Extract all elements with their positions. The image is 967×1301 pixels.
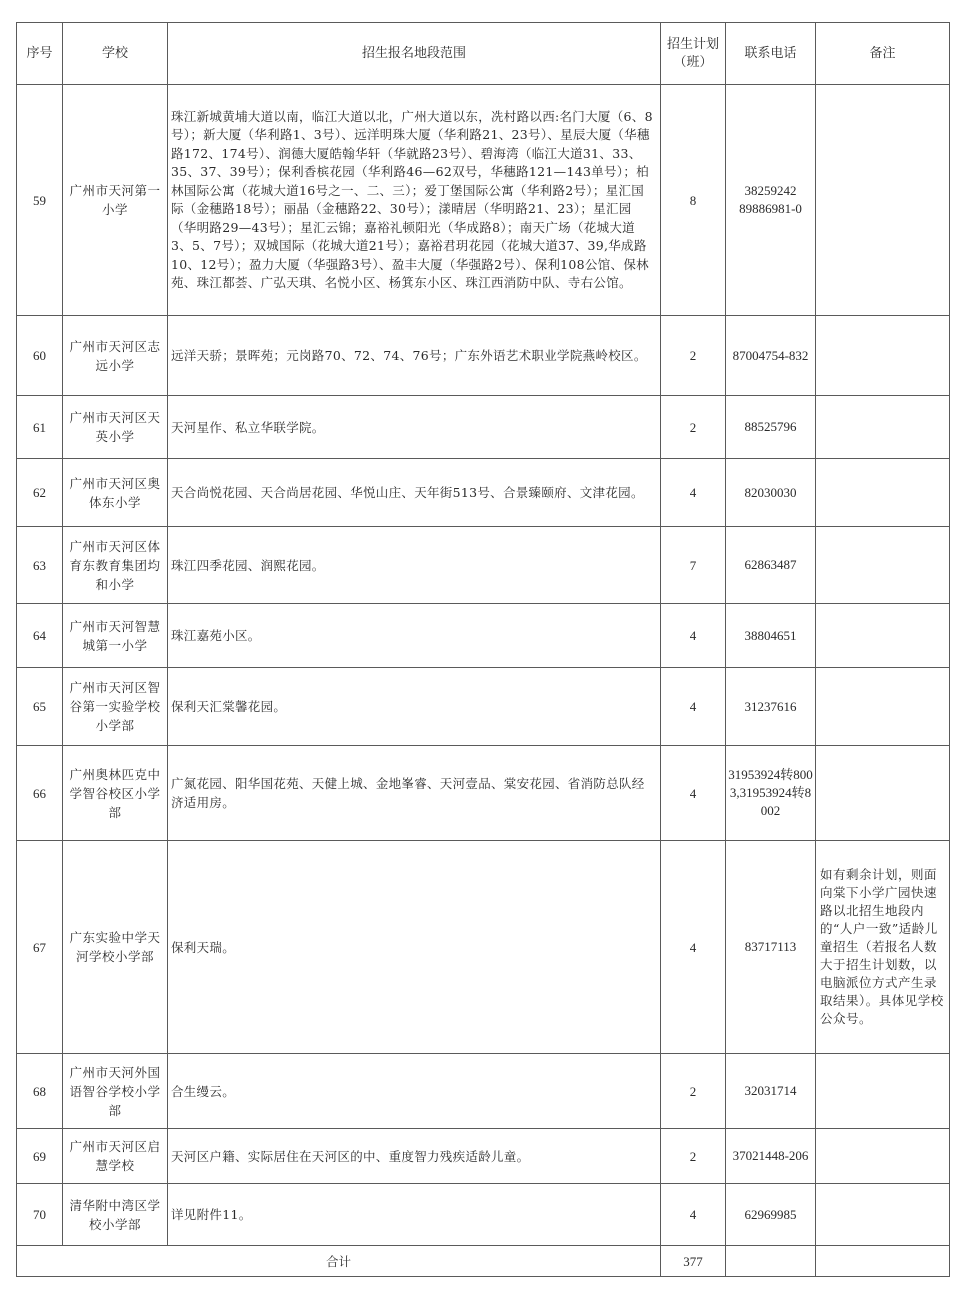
- table-row: [17, 316, 950, 396]
- enrollment-plan: 4: [661, 668, 726, 746]
- total-row: [17, 1246, 950, 1277]
- row-number: 68: [17, 1054, 63, 1129]
- contact-phone: 62863487: [726, 527, 816, 604]
- school-name: 广州市天河智慧城第一小学: [63, 604, 168, 668]
- contact-phone: 87004754-832: [726, 316, 816, 396]
- header-no: 序号: [17, 23, 63, 85]
- header-school: 学校: [63, 23, 168, 85]
- enrollment-plan: 4: [661, 1184, 726, 1246]
- header-plan-label: 招生计划（班）: [666, 36, 719, 70]
- row-number: 70: [17, 1184, 63, 1246]
- table-row: [17, 396, 950, 459]
- table-row: [17, 1184, 950, 1246]
- school-name: 广州市天河区智谷第一实验学校小学部: [63, 668, 168, 746]
- enrollment-area: 保利天瑞。: [168, 841, 661, 1054]
- enrollment-plan: 2: [661, 396, 726, 459]
- table-row: [17, 746, 950, 841]
- contact-phone: 32031714: [726, 1054, 816, 1129]
- remarks: [816, 527, 950, 604]
- contact-phone: 62969985: [726, 1184, 816, 1246]
- enrollment-area: 珠江嘉苑小区。: [168, 604, 661, 668]
- school-name: 广州市天河区志远小学: [63, 316, 168, 396]
- contact-phone: 38259242 89886981-0: [726, 85, 816, 316]
- enrollment-area: 合生缦云。: [168, 1054, 661, 1129]
- contact-phone: 38804651: [726, 604, 816, 668]
- enrollment-plan: 7: [661, 527, 726, 604]
- row-number: 61: [17, 396, 63, 459]
- remarks: 如有剩余计划，则面向棠下小学广园快速路以北招生地段内的“人户一致”适龄儿童招生（若报名人数大于招生计划数，以电脑派位方式产生录取结果）。具体见学校公众号。: [816, 841, 950, 1054]
- enrollment-plan: 2: [661, 316, 726, 396]
- row-number: 59: [17, 85, 63, 316]
- table-row: [17, 604, 950, 668]
- enrollment-area: 保利天汇棠馨花园。: [168, 668, 661, 746]
- row-number: 69: [17, 1129, 63, 1184]
- table-row: [17, 527, 950, 604]
- school-name: 清华附中湾区学校小学部: [63, 1184, 168, 1246]
- enrollment-area: 天河区户籍、实际居住在天河区的中、重度智力残疾适龄儿童。: [168, 1129, 661, 1184]
- remarks: [816, 459, 950, 527]
- contact-phone: 82030030: [726, 459, 816, 527]
- table-row: [17, 841, 950, 1054]
- enrollment-area: 珠江新城黄埔大道以南，临江大道以北，广州大道以东，冼村路以西:名门大厦（6、8号）；新大厦（华利路1、3号）、远洋明珠大厦（华利路21、23号）、星辰大厦（华穗路172、174号）、润德大厦皓翰华轩（华就路23号）、碧海湾（临江大道31、33、35、37、39号）；保利香槟花园（华利路46—62双号，华穗路121—143单号）；柏林国际公寓（花城大道16号之一、二、三）；爱丁堡国际公寓（华利路2号）；星汇国际（金穗路18号）；丽晶（金穗路22、30号）；漾晴居（华明路21、23）；星汇园（华明路29—43号）；星汇云锦；嘉裕礼顿阳光（华成路8）；南天广场（花城大道3、5、7号）；双城国际（花城大道21号）；嘉裕君玥花园（花城大道37、39,华成路10、12号）；盈力大厦（华强路3号）、盈丰大厦（华强路2号）、保利108公馆、保林苑、珠江都荟、广弘天琪、名悦小区、杨箕东小区、珠江西消防中队、寺右公馆。: [168, 85, 661, 316]
- table-row: [17, 1129, 950, 1184]
- enrollment-plan: 4: [661, 604, 726, 668]
- row-number: 67: [17, 841, 63, 1054]
- contact-phone: 88525796: [726, 396, 816, 459]
- contact-phone: 37021448-206: [726, 1129, 816, 1184]
- header-plan: [661, 23, 726, 85]
- school-name: 广州奥林匹克中学智谷校区小学部: [63, 746, 168, 841]
- row-number: 66: [17, 746, 63, 841]
- row-number: 65: [17, 668, 63, 746]
- school-name: 广东实验中学天河学校小学部: [63, 841, 168, 1054]
- remarks: [816, 1054, 950, 1129]
- contact-phone: 31237616: [726, 668, 816, 746]
- enrollment-plan: 4: [661, 841, 726, 1054]
- enrollment-plan: 8: [661, 85, 726, 316]
- school-name: 广州市天河区体育东教育集团均和小学: [63, 527, 168, 604]
- enrollment-plan: 4: [661, 459, 726, 527]
- remarks: [816, 1184, 950, 1246]
- total-phone: [726, 1246, 816, 1277]
- school-name: 广州市天河区奥体东小学: [63, 459, 168, 527]
- header-area: 招生报名地段范围: [168, 23, 661, 85]
- header-note: 备注: [816, 23, 950, 85]
- enrollment-plan: 4: [661, 746, 726, 841]
- enrollment-area: 远洋天骄；景晖苑；元岗路70、72、74、76号；广东外语艺术职业学院燕岭校区。: [168, 316, 661, 396]
- enrollment-area: 天河星作、私立华联学院。: [168, 396, 661, 459]
- row-number: 62: [17, 459, 63, 527]
- enrollment-area: 珠江四季花园、润熙花园。: [168, 527, 661, 604]
- row-number: 63: [17, 527, 63, 604]
- contact-phone: 83717113: [726, 841, 816, 1054]
- school-name: 广州市天河区启慧学校: [63, 1129, 168, 1184]
- remarks: [816, 604, 950, 668]
- header-row: [17, 23, 950, 85]
- row-number: 64: [17, 604, 63, 668]
- contact-phone: 31953924转8003,31953924转8002: [726, 746, 816, 841]
- enrollment-area: 广氮花园、阳华国花苑、天健上城、金地峯睿、天河壹品、棠安花园、省消防总队经济适用房。: [168, 746, 661, 841]
- total-plan: 377: [661, 1246, 726, 1277]
- total-label: 合计: [17, 1246, 661, 1277]
- enrollment-table: [16, 22, 950, 1277]
- enrollment-plan: 2: [661, 1129, 726, 1184]
- table-row: [17, 1054, 950, 1129]
- school-name: 广州市天河外国语智谷学校小学部: [63, 1054, 168, 1129]
- remarks: [816, 1129, 950, 1184]
- school-name: 广州市天河第一小学: [63, 85, 168, 316]
- remarks: [816, 396, 950, 459]
- table-row: [17, 459, 950, 527]
- enrollment-area: 详见附件11。: [168, 1184, 661, 1246]
- enrollment-plan: 2: [661, 1054, 726, 1129]
- school-name: 广州市天河区天英小学: [63, 396, 168, 459]
- remarks: [816, 668, 950, 746]
- remarks: [816, 316, 950, 396]
- header-phone: 联系电话: [726, 23, 816, 85]
- enrollment-area: 天合尚悦花园、天合尚居花园、华悦山庄、天年街513号、合景臻颐府、文津花园。: [168, 459, 661, 527]
- table-row: [17, 85, 950, 316]
- total-note: [816, 1246, 950, 1277]
- remarks: [816, 746, 950, 841]
- table-row: [17, 668, 950, 746]
- remarks: [816, 85, 950, 316]
- row-number: 60: [17, 316, 63, 396]
